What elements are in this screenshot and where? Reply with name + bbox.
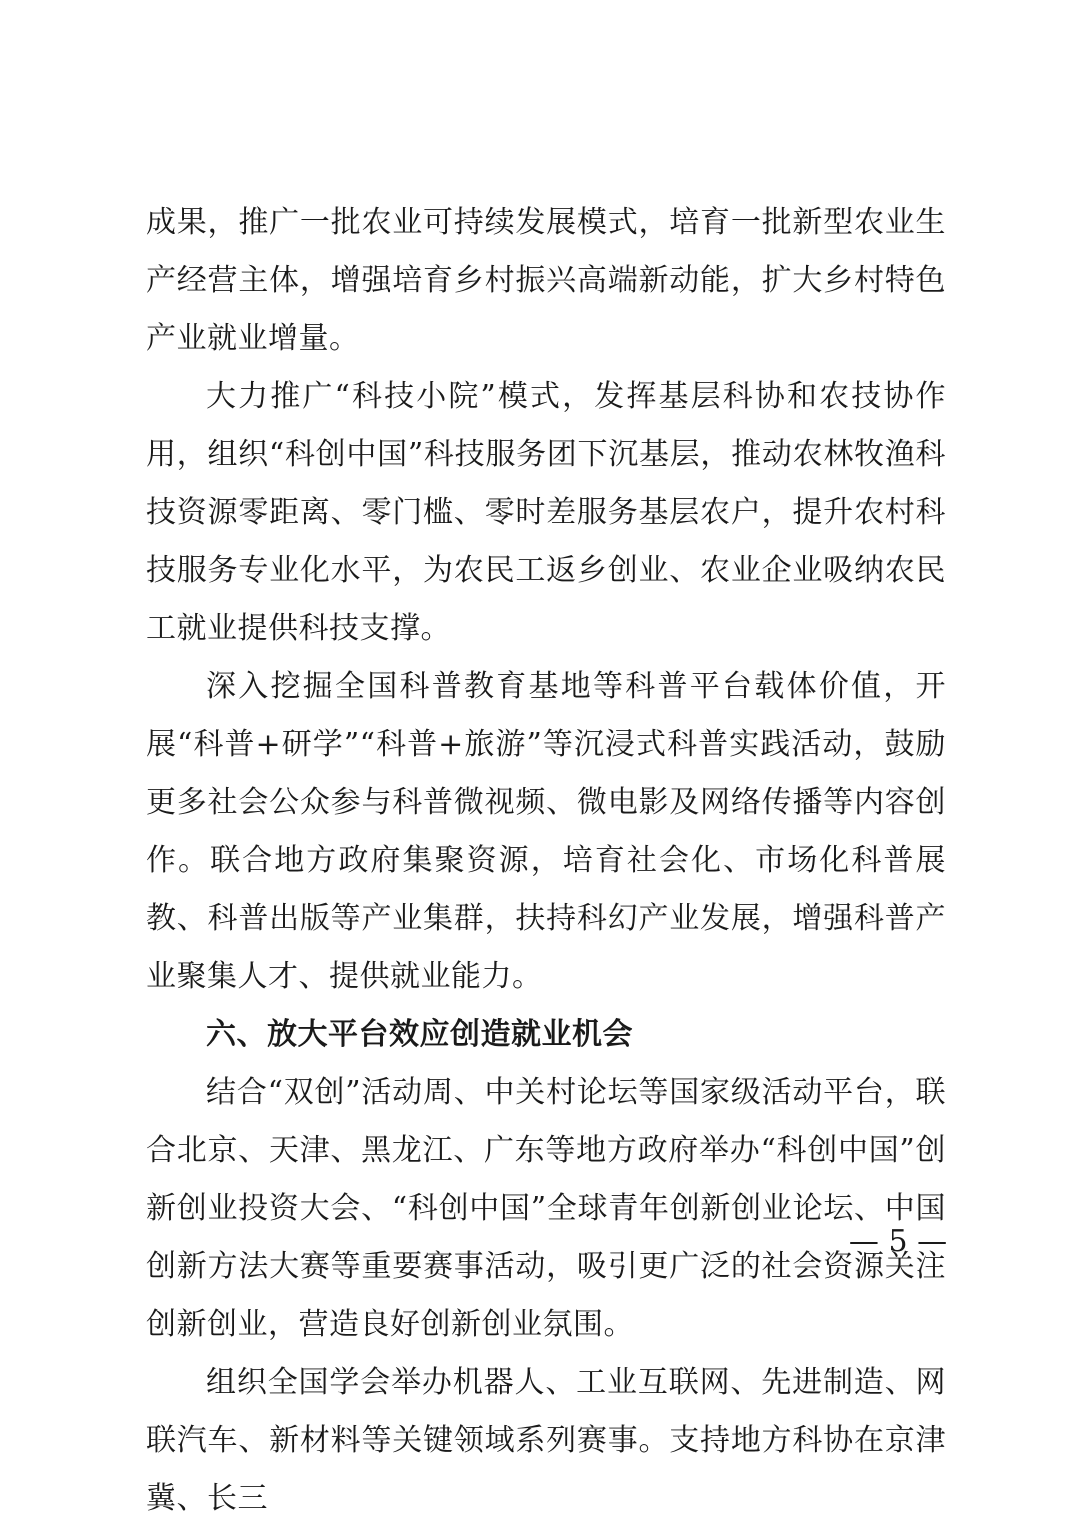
paragraph-science-popularization: 深入挖掘全国科普教育基地等科普平台载体价值，开展“科普+研学”“科普+旅游”等沉浸式科普实践活动，鼓励更多社会公众参与科普微视频、微电影及网络传播等内容创作。联合地方政府集聚资源，培育社会化、市场化科普展教、科普出版等产业集群，扶持科幻产业发展，增强科普产业聚集人才、提供就业能力。 <box>146 669 946 994</box>
body-text <box>146 194 946 1528</box>
paragraph-continuation: 成果，推广一批农业可持续发展模式，培育一批新型农业生产经营主体，增强培育乡村振兴高端新动能，扩大乡村特色产业就业增量。 <box>146 205 946 356</box>
paragraph-competitions: 组织全国学会举办机器人、工业互联网、先进制造、网联汽车、新材料等关键领域系列赛事。支持地方科协在京津冀、长三 <box>146 1365 946 1516</box>
section-heading-six: 六、放大平台效应创造就业机会 <box>206 1017 633 1052</box>
paragraph-innovation-events: 结合“双创”活动周、中关村论坛等国家级活动平台，联合北京、天津、黑龙江、广东等地方政府举办“科创中国”创新创业投资大会、“科创中国”全球青年创新创业论坛、中国创新方法大赛等重要赛事活动，吸引更广泛的社会资源关注创新创业，营造良好创新创业氛围。 <box>146 1075 946 1342</box>
page-number: — 5 — <box>848 1224 948 1259</box>
paragraph-science-courtyard: 大力推广“科技小院”模式，发挥基层科协和农技协作用，组织“科创中国”科技服务团下沉基层，推动农林牧渔科技资源零距离、零门槛、零时差服务基层农户，提升农村科技服务专业化水平，为农民工返乡创业、农业企业吸纳农民工就业提供科技支撑。 <box>146 379 946 646</box>
